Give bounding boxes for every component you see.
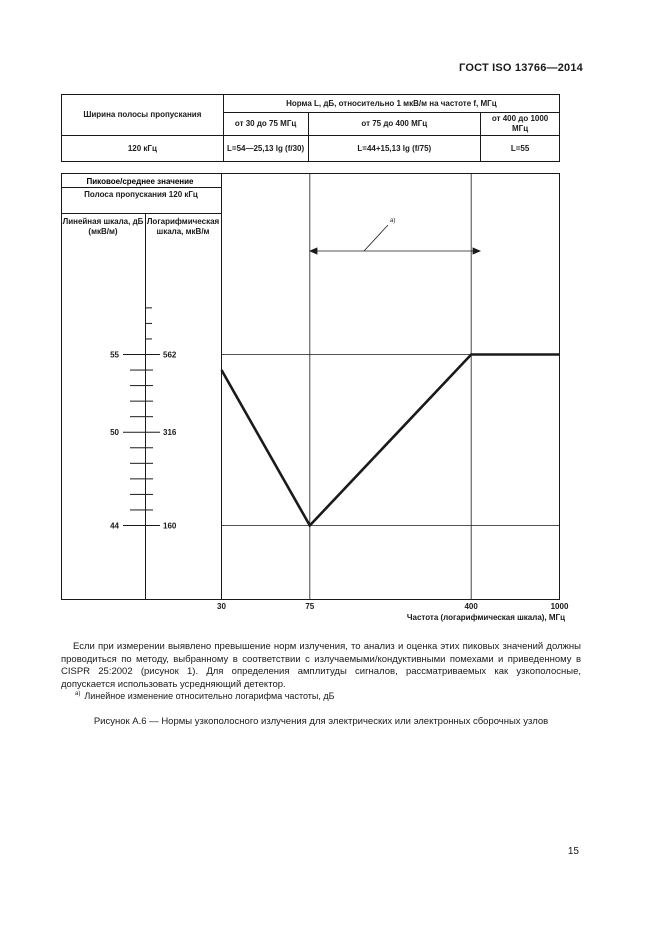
- bandwidth-header: Полоса пропускания 120 кГц: [84, 190, 198, 199]
- peak-average-header: Пиковое/среднее значение: [86, 177, 194, 186]
- table-header-limit: Норма L, дБ, относительно 1 мкВ/м на частоте f, МГц: [223, 95, 559, 113]
- table-subheader-75-400: от 75 до 400 МГц: [308, 113, 481, 136]
- x-tick-label: 75: [305, 602, 315, 611]
- log-scale-header: Логарифмическая шкала, мкВ/м: [146, 217, 220, 236]
- table-cell-bandwidth: 120 кГц: [62, 136, 224, 162]
- linear-label: 44: [110, 521, 119, 531]
- linear-label: 50: [110, 428, 119, 438]
- linear-label: 55: [110, 350, 119, 360]
- table-header-bandwidth: Ширина полосы пропускания: [62, 95, 224, 136]
- table-subheader-30-75: от 30 до 75 МГц: [223, 113, 308, 136]
- linear-scale-header: Линейная шкала, дБ (мкВ/м): [62, 217, 144, 236]
- figure-footnote-mark: a): [390, 218, 396, 224]
- x-tick-label: 30: [217, 602, 226, 611]
- footnote-leader: [364, 225, 388, 251]
- document-code: ГОСТ ISO 13766—2014: [459, 62, 583, 74]
- footnote: [75, 691, 335, 701]
- x-tick-label: 400: [464, 602, 478, 611]
- table-cell-formula-3: L=55: [481, 136, 560, 162]
- footnote-text: Линейное изменение относительно логарифма частоты, дБ: [84, 691, 335, 701]
- page-number: 15: [567, 846, 579, 857]
- limit-curve: [222, 355, 560, 526]
- table-subheader-400-1000: от 400 до 1000 МГц: [481, 113, 560, 136]
- log-label: 160: [163, 521, 177, 531]
- figure-caption: Рисунок А.6 — Нормы узкополосного излучения для электрических или электронных сборочных узлов: [93, 716, 549, 727]
- x-tick-label: 1000: [550, 602, 569, 611]
- log-label: 316: [163, 428, 177, 438]
- table-cell-formula-1: L=54—25,13 lg (f/30): [223, 136, 308, 162]
- log-label: 562: [163, 350, 177, 360]
- body-paragraph: Если при измерении выявлено превышение норм излучения, то анализ и оценка этих пиковых значений должны проводиться по методу, выбранному в соответствии с излучаемыми/кондуктивными помехами и приведенному в CISPR 25:2002 (рисунок 1). Для определения амплитуды сигналов, рассматриваемых как узкополосные, допускается использовать усредняющий детектор.: [61, 641, 581, 690]
- table-cell-formula-2: L=44+15,13 lg (f/75): [308, 136, 481, 162]
- footnote-mark: a): [75, 691, 81, 697]
- x-axis-label: Частота (логарифмическая шкала), МГц: [406, 613, 565, 622]
